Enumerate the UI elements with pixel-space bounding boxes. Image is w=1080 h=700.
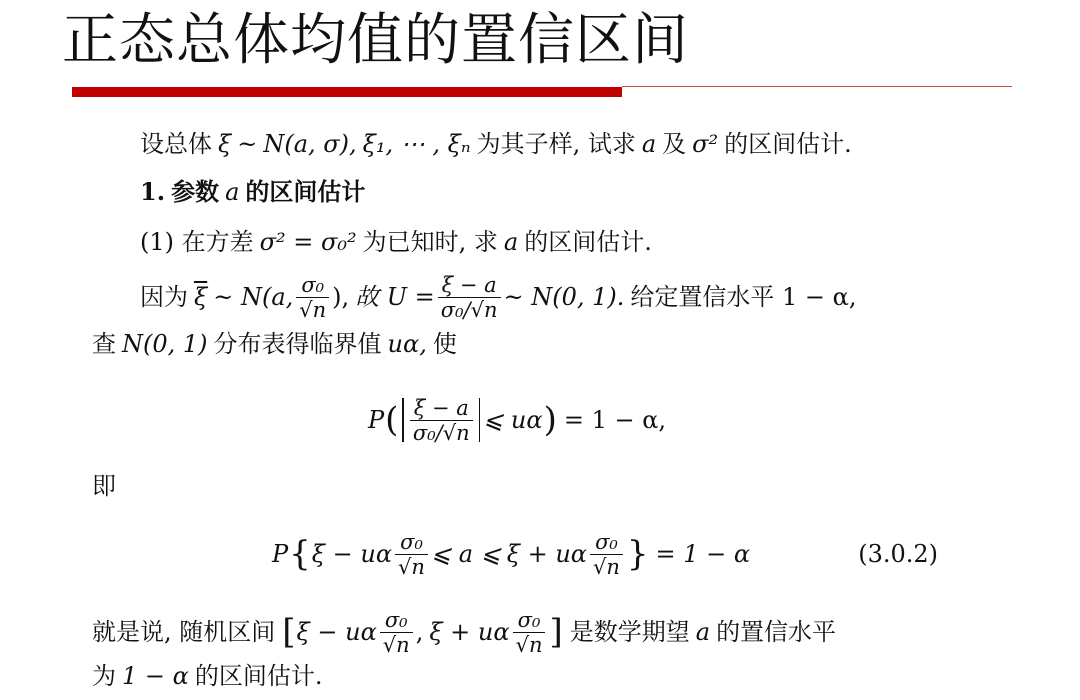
math-a: a xyxy=(503,228,519,256)
math-mid: ⩽ a ⩽ xyxy=(430,540,501,568)
math-xi: ξ xyxy=(218,130,232,158)
fraction-numerator: σ₀ xyxy=(301,272,325,297)
heading-text-2: 的区间估计 xyxy=(245,177,366,206)
title-accent-bar xyxy=(72,87,622,97)
math-xibar: $\overline{\xi}$ xyxy=(194,283,208,311)
text-prefix: 查 xyxy=(92,330,116,358)
math-a: a xyxy=(695,618,711,646)
paren-open: ( xyxy=(385,400,399,440)
text-prefix: 就是说, 随机区间 xyxy=(92,618,276,646)
heading-number: 1. xyxy=(140,177,166,206)
math-left-bound: ξ − uα xyxy=(311,540,393,568)
math-P: P xyxy=(368,406,385,434)
equation-probability xyxy=(368,392,666,448)
fraction-denominator: √n xyxy=(513,632,546,657)
fraction-numerator: ξ − a xyxy=(441,272,497,297)
text-given: 给定置信水平 1 − α, xyxy=(630,283,857,311)
title-divider xyxy=(622,86,1012,87)
fraction-denominator: √n xyxy=(380,632,413,657)
text-prefix: 设总体 xyxy=(140,130,212,158)
fraction-sigma-over-sqrt-n xyxy=(380,608,413,657)
text-suffix-2: 的置信水平 xyxy=(716,618,837,646)
math-tail: ~ N(0, 1). xyxy=(503,283,625,311)
heading-math-a: a xyxy=(225,178,240,206)
abs-bar-left xyxy=(402,398,404,442)
brace-open: { xyxy=(289,534,311,574)
text-mid: 为其子样, 试求 xyxy=(476,130,636,158)
fraction-sigma-over-sqrt-n xyxy=(296,273,329,322)
fraction-numerator: σ₀ xyxy=(384,607,408,632)
fraction-standardized xyxy=(410,396,473,445)
math-u-alpha: uα, xyxy=(387,330,427,358)
text-suffix: 的区间估计. xyxy=(524,228,652,256)
fraction-numerator: σ₀ xyxy=(595,529,618,554)
math-le-ualpha: ⩽ uα xyxy=(483,406,543,434)
math-P: P xyxy=(272,540,289,568)
fraction-denominator: σ₀/√n xyxy=(410,420,473,445)
fraction-denominator: σ₀/√n xyxy=(438,297,501,322)
brace-close: } xyxy=(626,534,649,574)
math-dist: N(a, σ), xyxy=(263,130,357,158)
math-rhs: = 1 − α, xyxy=(563,406,667,434)
text-mid: 为已知时, 求 xyxy=(362,228,498,256)
fraction-standardized xyxy=(438,273,501,322)
bracket-close: ] xyxy=(549,612,563,652)
heading-text: 参数 xyxy=(171,177,220,206)
math-right-bound: ξ + uα xyxy=(506,540,587,568)
text-prefix: (1) 在方差 xyxy=(140,228,254,256)
math-a: a xyxy=(641,130,657,158)
paragraph-final xyxy=(92,660,322,692)
math-dist-close: ), xyxy=(332,283,350,311)
text-suffix: 是数学期望 xyxy=(569,618,690,646)
fraction-denominator: √n xyxy=(590,554,623,579)
math-normal: N(0, 1) xyxy=(122,330,208,358)
fraction-numerator: σ₀ xyxy=(517,607,541,632)
fraction-denominator: √n xyxy=(395,554,428,579)
math-variance-eq: σ² = σ₀² xyxy=(259,228,357,256)
fraction-numerator: ξ − a xyxy=(413,395,469,420)
text-suffix: 的区间估计. xyxy=(194,662,323,690)
bracket-open: [ xyxy=(282,612,296,652)
math-sigma2: σ² xyxy=(692,130,719,158)
fraction-denominator: √n xyxy=(296,297,329,322)
section-heading xyxy=(140,176,365,208)
math-comma: , xyxy=(415,618,424,646)
math-tilde: ~ xyxy=(237,130,258,158)
text-ji-label: 即 xyxy=(92,472,116,500)
fraction-sigma-over-sqrt-n xyxy=(513,608,546,657)
paragraph-statistic xyxy=(140,268,857,326)
math-right-bound: ξ + uα xyxy=(429,618,510,646)
abs-bar-right xyxy=(479,398,481,442)
paragraph-problem xyxy=(140,128,852,160)
text-prefix: 为 xyxy=(92,662,116,690)
equation-interval xyxy=(272,526,938,582)
text-ji xyxy=(92,470,116,502)
paragraph-conclusion xyxy=(92,604,836,660)
fraction-numerator: σ₀ xyxy=(400,529,423,554)
text-suffix: 使 xyxy=(432,330,457,358)
paragraph-known-variance xyxy=(140,226,652,258)
equation-number: (3.0.2) xyxy=(858,540,938,568)
math-left-bound: ξ − uα xyxy=(296,618,377,646)
paragraph-critical-value xyxy=(92,328,457,360)
math-dist-open: ~ N(a, xyxy=(213,283,294,311)
math-sample: ξ₁, ⋯ , ξₙ xyxy=(362,130,471,158)
text-mid: 分布表得临界值 xyxy=(213,330,382,358)
fraction-sigma-over-sqrt-n xyxy=(590,530,623,579)
page-title: 正态总体均值的置信区间 xyxy=(62,8,689,73)
paren-close: ) xyxy=(543,400,557,440)
math-rhs: = 1 − α xyxy=(655,540,751,568)
fraction-sigma-over-sqrt-n xyxy=(395,530,428,579)
text-prefix: 因为 xyxy=(140,283,188,311)
text-suffix: 的区间估计. xyxy=(724,130,852,158)
math-confidence: 1 − α xyxy=(122,662,189,690)
text-and: 及 xyxy=(662,130,687,158)
math-u-def: 故 U = xyxy=(355,283,435,311)
